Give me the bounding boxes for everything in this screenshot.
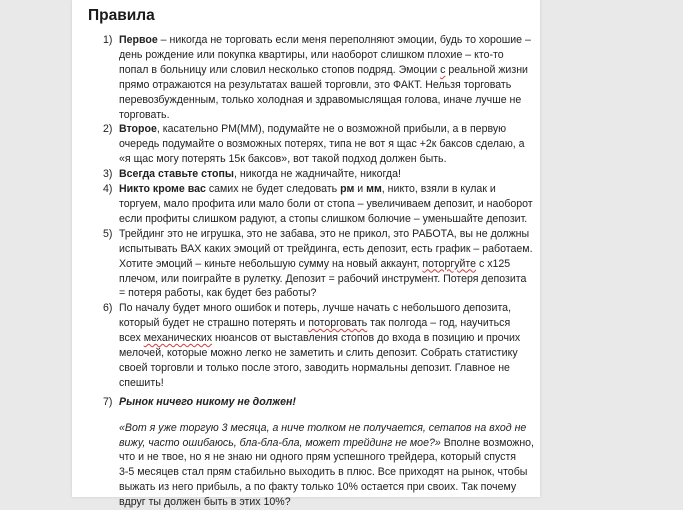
rule-line (119, 197, 533, 212)
rule-line (119, 361, 510, 376)
rule-line (119, 395, 488, 410)
rule-line (119, 108, 488, 123)
rule-line (119, 63, 528, 78)
rule-text-segment: торговать. (119, 108, 170, 121)
rule-text-segment: очередь подумайте о возможных потерях, типа не вот я щас +2к баксов сделаю, а (119, 138, 525, 151)
rule-text-segment: Рынок ничего никому не должен! (119, 395, 296, 408)
rule-text-segment: Хотите эмоций – киньте небольшую сумму на новый аккаунт, (119, 257, 423, 270)
rule-text-segment: прямо отражаются на результатах вашей торговли, это ФАКТ. Нельзя торговать (119, 78, 512, 91)
rule-text-segment: самих не будет следовать (205, 183, 341, 196)
rule-line (119, 286, 488, 301)
rule-line (119, 316, 511, 331)
rule-number: 6) (103, 302, 113, 315)
rule-number: 3) (103, 168, 113, 181)
rule-text-segment: испытывать ВАХ каких эмоций от трейдинга, есть депозит, есть график – работаем. (119, 242, 533, 255)
rule-text-segment: мелочей, которые можно легко не заметить и слить депозит. Собрать статистику (119, 347, 518, 360)
rule-text-segment: По началу будет много ошибок и потерь, лучше начать с небольшого депозита, (119, 302, 512, 315)
quote-text-segment: Вполне возможно, (440, 436, 535, 449)
rule-text-segment: Трейдинг это не игрушка, это не забава, это не прикол, это РАБОТА, вы не должны (119, 227, 530, 240)
spellcheck-word: поторговать (308, 317, 368, 330)
rule-line (119, 376, 488, 391)
rule-line (119, 78, 512, 93)
document-page (72, 0, 540, 509)
rule-text-segment: торгуем, мало профита или мало боли от стопа – увеличиваем депозит, и наоборот (119, 197, 533, 210)
quote-text-segment: вижу, часто ошибаюсь, бла-бла-бла, может трейдинг не мое?» (119, 436, 441, 449)
rule-line (119, 182, 496, 197)
rule-line (119, 227, 530, 242)
rule-text-segment: , никогда не жадничайте, никогда! (233, 168, 401, 181)
rule-text-segment: «я щас могу потерять 15к баксов», вот такой подход должен быть. (119, 153, 447, 166)
rule-text-segment: , касательно РМ(ММ), подумайте не о возможной прибыли, а в первую (156, 123, 507, 136)
rule-text-segment: с х125 (476, 257, 511, 270)
rule-text-segment: рм (340, 183, 355, 196)
rule-text-segment: Всегда ставьте стопы (119, 168, 234, 181)
rule-line (119, 137, 525, 152)
quote-line (119, 450, 517, 465)
rule-text-segment: мм (366, 183, 382, 196)
rule-text-segment: перевозбужденным, только холодная и здравомыслящая голова, иначе лучше не (119, 93, 522, 106)
quote-text-segment: «Вот я уже торгую 3 месяца, а ниче толком не получается, сетапов на вход не (119, 421, 527, 434)
spellcheck-word: механических (143, 332, 213, 345)
quote-text-segment: выжать из него прибыль, а по факту только 10% остается при своих. Так почему (119, 481, 517, 494)
rule-text-segment: плечом, или поиграйте в рулетку. Депозит = рабочий инструмент. Потеря депозита (119, 272, 527, 285)
rule-text-segment: Первое (119, 34, 158, 46)
rule-text-segment: день рождение или покупка квартиры, или наоборот слишком плохие – кто-то (119, 48, 504, 61)
rule-item (72, 395, 540, 410)
rule-number: 2) (103, 123, 113, 136)
quote-line (119, 421, 527, 436)
rule-line (119, 212, 528, 227)
rule-text-segment: = потеря работы, как будет без работы? (119, 287, 317, 300)
rule-text-segment: так полгода – год, научиться (367, 317, 511, 330)
quote-line (119, 495, 488, 510)
rule-item (72, 182, 540, 227)
quote-text-segment: что и не твое, но я не знаю ни одного прям успешного трейдера, который спустя (119, 451, 517, 464)
spellcheck-word: с (440, 63, 446, 76)
rule-line (119, 257, 511, 272)
quote-text-segment: 3-5 месяцев стал прям стабильно выходить в плюс. Все приходят на рынок, чтобы (119, 466, 528, 479)
quote-line (119, 436, 535, 451)
rule-line (119, 331, 521, 346)
rule-line (119, 167, 488, 182)
rule-line (119, 33, 531, 48)
rule-line (119, 346, 518, 361)
rule-number: 1) (103, 34, 113, 46)
quote-text-segment: вдруг ты должен быть в этих 10%? (119, 496, 291, 509)
rule-number: 5) (103, 227, 113, 240)
rule-line (119, 242, 533, 257)
quote-line (119, 480, 517, 495)
rule-number: 4) (103, 183, 113, 196)
rule-text-segment: всех (119, 332, 144, 345)
rule-text-segment: – никогда не торговать если меня переполняют эмоции, будь то хорошие – (157, 34, 531, 46)
rule-text-segment: своей торговли и только после этого, заводить нормальны депозит. Главное не (119, 361, 510, 374)
rule-line (119, 152, 488, 167)
rule-text-segment: если профиты слишком радуют, а стопы слишком болючие – уменьшайте депозит. (119, 212, 528, 225)
spellcheck-word: поторгуйте (422, 257, 477, 270)
rules-list (72, 33, 540, 510)
rule-line (119, 272, 527, 287)
rule-item (72, 122, 540, 167)
rule-item (72, 227, 540, 302)
rule-text-segment: , никто, взяли в кулак и (381, 183, 496, 196)
rule-text-segment: и (354, 183, 367, 196)
rule-text-segment: Второе (119, 123, 157, 136)
document-title: Правила (88, 7, 155, 24)
rule-text-segment: попал в больницу или словил несколько стопов подряд. Эмоции (119, 63, 441, 76)
rule-item (72, 167, 540, 182)
quote-paragraph (72, 421, 540, 510)
rule-line (119, 93, 522, 108)
rule-line (119, 48, 504, 63)
rule-text-segment: нюансов от выставления стопов до входа в позицию и прочих (212, 332, 521, 345)
rule-number: 7) (103, 395, 113, 408)
rule-line (119, 301, 512, 316)
rule-text-segment: который будет не страшно потерять и (119, 317, 309, 330)
rule-text-segment: спешить! (119, 376, 164, 389)
rule-item (72, 301, 540, 390)
quote-line (119, 465, 528, 480)
rule-item (72, 33, 540, 122)
rule-text-segment: Никто кроме вас (119, 183, 206, 196)
rule-line (119, 122, 507, 137)
rule-text-segment: реальной жизни (445, 63, 528, 76)
